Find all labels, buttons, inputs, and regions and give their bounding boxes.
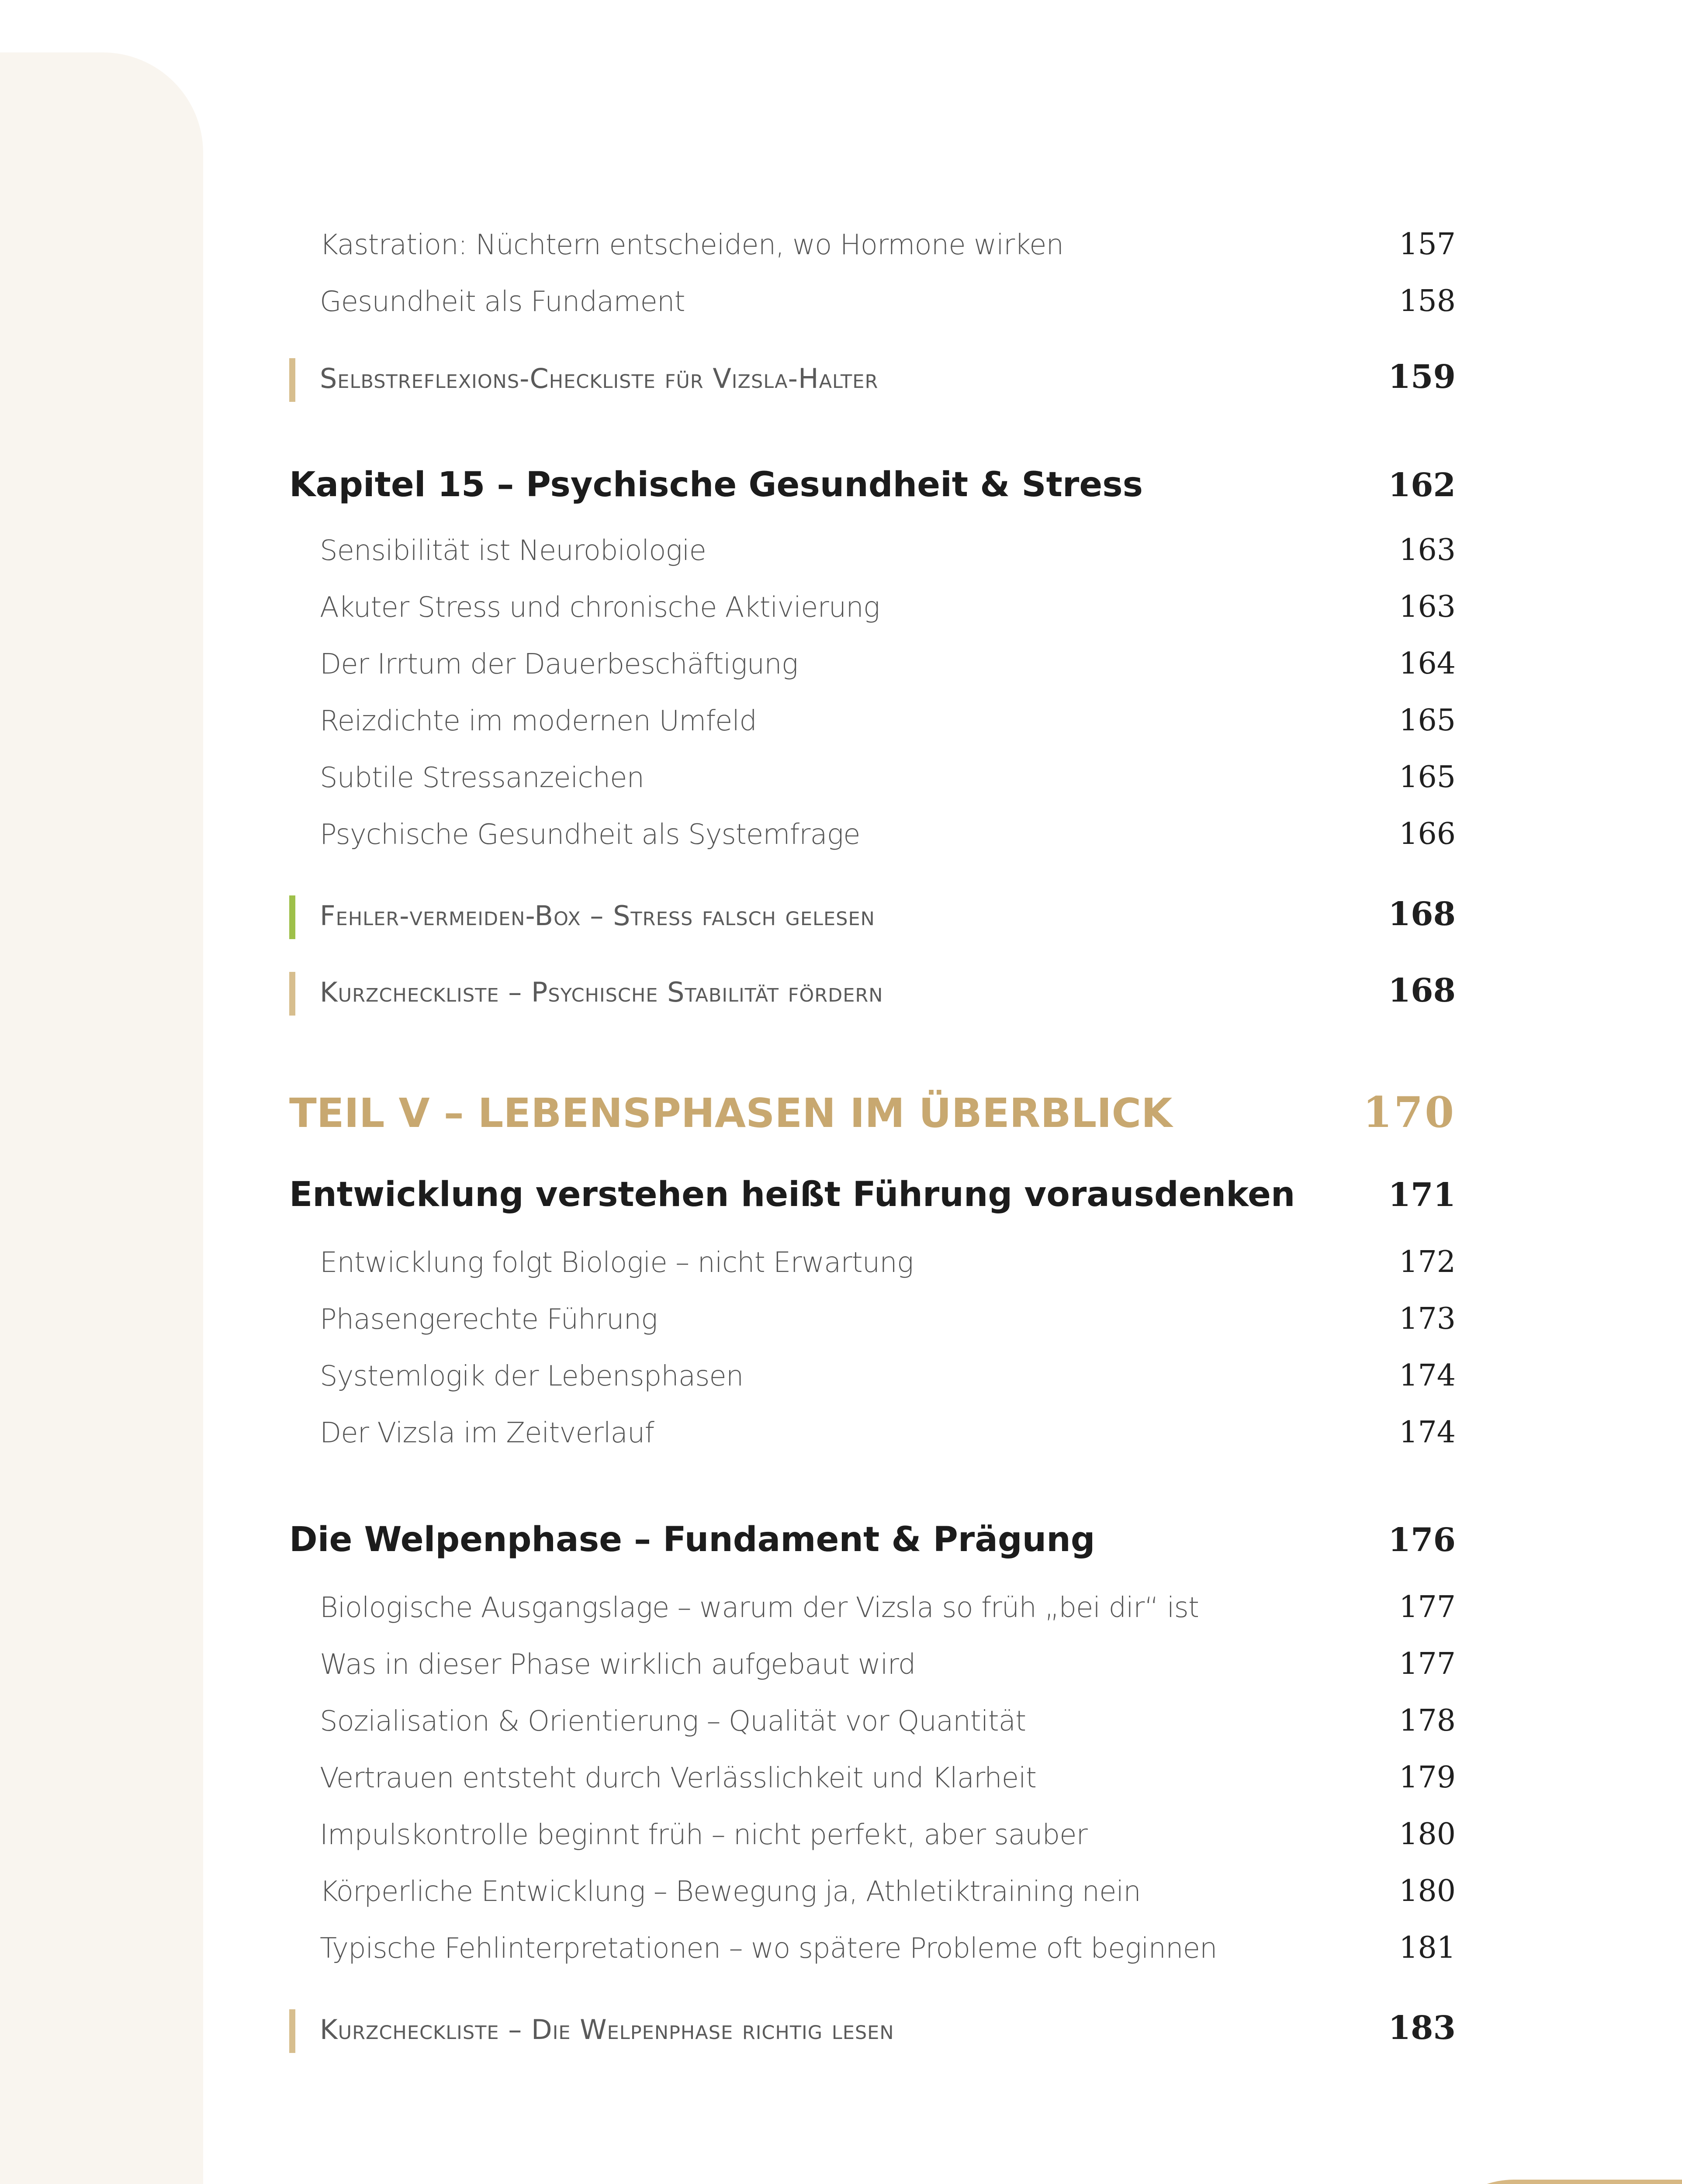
toc-entry-sub: [289, 1874, 1456, 1908]
toc-entry-sub: [289, 1704, 1456, 1738]
toc-entry-sub: [289, 1817, 1456, 1852]
box-accent-bar: [289, 2009, 295, 2053]
toc-entry-title: Selbstreflexions-Checkliste für Vizsla-Halter: [320, 363, 879, 394]
toc-entry-title: Subtile Stressanzeichen: [320, 762, 644, 794]
toc-entry-sub: [289, 1760, 1456, 1795]
toc-entry-page: 180: [1399, 1874, 1456, 1908]
toc-entry-title: Gesundheit als Fundament: [320, 286, 685, 318]
toc-entry-title: Fehler-vermeiden-Box – Stress falsch gelesen: [320, 900, 875, 932]
toc-entry-sub: [289, 227, 1456, 262]
toc-entry-page: 163: [1399, 533, 1456, 567]
toc-entry-title: Biologische Ausgangslage – warum der Vizsla so früh „bei dir“ ist: [320, 1592, 1199, 1624]
toc-entry-sub: [289, 533, 1456, 567]
toc-entry-title: Akuter Stress und chronische Aktivierung: [320, 591, 880, 624]
toc-entry-title: Kurzcheckliste – Die Welpenphase richtig lesen: [320, 2014, 894, 2046]
toc-entry-title: Reizdichte im modernen Umfeld: [320, 705, 757, 737]
box-accent-bar: [289, 972, 295, 1016]
box-accent-bar: [289, 895, 295, 939]
page-number: [1481, 2180, 1568, 2184]
toc-entry-title: Der Irrtum der Dauerbeschäftigung: [320, 648, 798, 681]
toc-entry-title: Körperliche Entwicklung – Bewegung ja, Athletiktraining nein: [320, 1876, 1141, 1908]
box-accent-bar: [289, 358, 295, 402]
toc-entry-chap: [289, 1520, 1456, 1559]
toc-entry-title: Vertrauen entsteht durch Verlässlichkeit und Klarheit: [320, 1762, 1036, 1794]
toc-entry-box: [289, 895, 1456, 933]
toc-entry-page: 173: [1399, 1302, 1456, 1336]
toc-entry-sub: [289, 817, 1456, 851]
toc-entry-chap: [289, 465, 1456, 505]
toc-entry-page: 178: [1399, 1704, 1456, 1738]
toc-entry-sub: [289, 1415, 1456, 1450]
toc-entry-title: Entwicklung verstehen heißt Führung vorausdenken: [289, 1175, 1295, 1214]
toc-entry-page: 157: [1399, 227, 1456, 262]
toc-entry-title: Systemlogik der Lebensphasen: [320, 1360, 744, 1393]
toc-entry-sub: [289, 284, 1456, 318]
toc-entry-page: 181: [1399, 1931, 1456, 1965]
toc-entry-title: Sozialisation & Orientierung – Qualität vor Quantität: [320, 1705, 1026, 1738]
toc-entry-sub: [289, 1590, 1456, 1624]
toc-entry-page: 176: [1388, 1521, 1456, 1559]
toc-entry-page: 172: [1399, 1245, 1456, 1279]
toc-entry-title: Phasengerechte Führung: [320, 1303, 658, 1336]
toc-entry-title: Typische Fehlinterpretationen – wo spätere Probleme oft beginnen: [320, 1932, 1217, 1965]
toc-entry-title: Kurzcheckliste – Psychische Stabilität fördern: [320, 976, 883, 1008]
toc-entry-page: 179: [1399, 1760, 1456, 1795]
toc-entry-box: [289, 2009, 1456, 2047]
toc-entry-page: 180: [1399, 1817, 1456, 1852]
toc-entry-page: 177: [1399, 1590, 1456, 1624]
toc-entry-sub: [289, 1647, 1456, 1681]
toc-entry-page: 165: [1399, 760, 1456, 795]
toc-entry-title: Kapitel 15 – Psychische Gesundheit & Stress: [289, 465, 1143, 505]
toc-entry-title: Entwicklung folgt Biologie – nicht Erwartung: [320, 1247, 914, 1279]
toc-entry-sub: [289, 590, 1456, 624]
toc-entry-page: 166: [1399, 817, 1456, 851]
toc-entry-part: [289, 1088, 1456, 1137]
toc-entry-page: 171: [1388, 1176, 1456, 1214]
toc-entry-page: 159: [1388, 358, 1456, 396]
toc-entry-page: 168: [1388, 895, 1456, 933]
toc-entry-title: Kastration: Nüchtern entscheiden, wo Hormone wirken: [320, 229, 1064, 261]
toc-entry-page: 158: [1399, 284, 1456, 318]
toc-entry-title: TEIL V – LEBENSPHASEN IM ÜBERBLICK: [289, 1090, 1173, 1137]
toc-entry-sub: [289, 646, 1456, 681]
toc-entry-box: [289, 972, 1456, 1009]
toc-entry-sub: [289, 703, 1456, 738]
toc-entry-page: 183: [1388, 2009, 1456, 2047]
toc-entry-page: 174: [1399, 1415, 1456, 1450]
toc-entry-chap: [289, 1175, 1456, 1214]
toc-entry-sub: [289, 1245, 1456, 1279]
toc-entry-page: 168: [1388, 972, 1456, 1009]
toc-entry-page: 163: [1399, 590, 1456, 624]
toc-entry-page: 177: [1399, 1647, 1456, 1681]
toc-entry-page: 164: [1399, 646, 1456, 681]
toc-entry-page: 165: [1399, 703, 1456, 738]
toc-entry-sub: [289, 760, 1456, 795]
toc-entry-page: 174: [1399, 1358, 1456, 1393]
toc-entry-title: Der Vizsla im Zeitverlauf: [320, 1417, 654, 1449]
toc-entry-page: 162: [1388, 467, 1456, 504]
toc-entry-sub: [289, 1358, 1456, 1393]
toc-entry-title: Was in dieser Phase wirklich aufgebaut wird: [320, 1648, 916, 1681]
toc-entry-sub: [289, 1302, 1456, 1336]
toc-entry-title: Impulskontrolle beginnt früh – nicht perfekt, aber sauber: [320, 1819, 1087, 1851]
toc-entry-box: [289, 358, 1456, 396]
toc-entry-title: Sensibilität ist Neurobiologie: [320, 535, 706, 567]
toc-entry-title: Psychische Gesundheit als Systemfrage: [320, 819, 860, 851]
toc-entry-title: Die Welpenphase – Fundament & Prägung: [289, 1520, 1095, 1559]
toc-entry-page: 170: [1363, 1088, 1456, 1137]
toc-entry-sub: [289, 1931, 1456, 1965]
